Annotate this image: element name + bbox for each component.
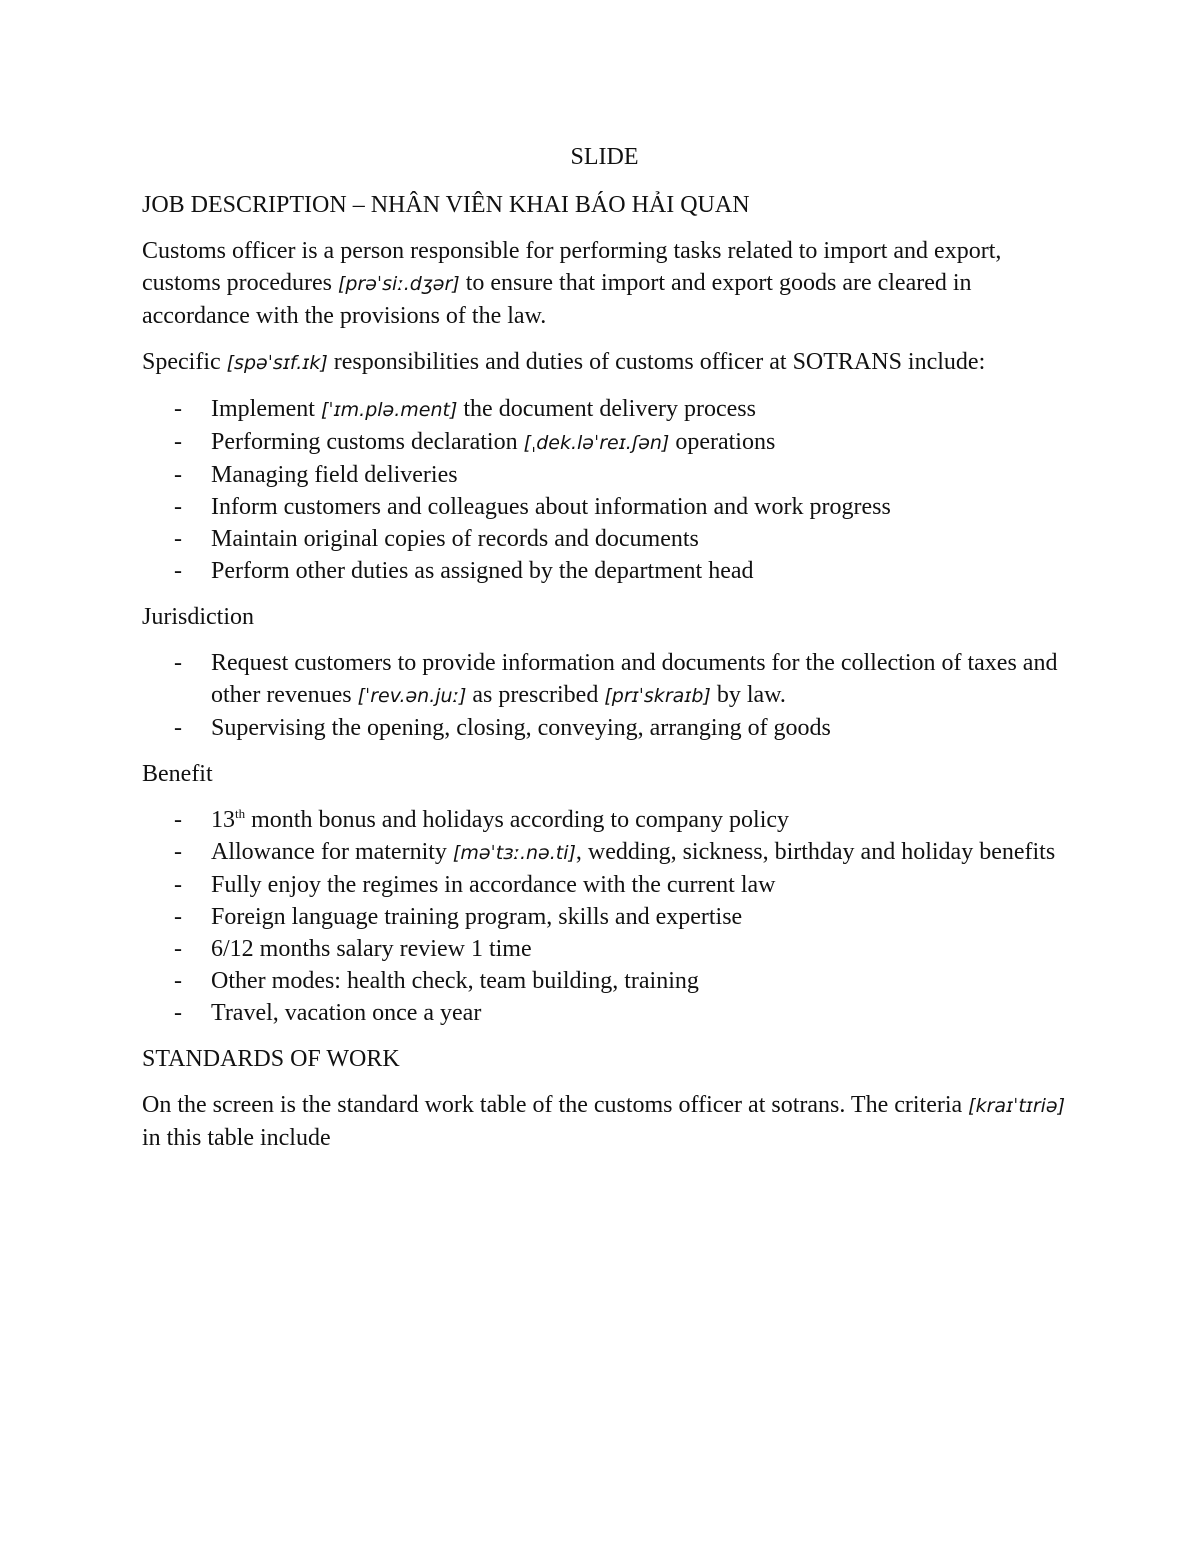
ipa-declaration: [ˌdek.ləˈreɪ.ʃən]	[523, 432, 670, 454]
list-item-text: Performing customs declaration	[211, 429, 524, 455]
list-item-text: 6/12 months salary review 1 time	[211, 936, 532, 962]
dash-bullet: -	[174, 526, 182, 552]
ipa-specific: [spəˈsɪf.ɪk]	[226, 352, 328, 374]
document-title: SLIDE	[570, 144, 639, 170]
list-item	[142, 869, 1067, 901]
list-item	[142, 712, 1067, 744]
benefit-list	[142, 804, 1067, 1029]
job-description-heading: JOB DESCRIPTION – NHÂN VIÊN KHAI BÁO HẢI QUAN	[142, 192, 750, 218]
list-item-text: Request customers to provide information and documents for the collection of taxes and other revenues	[211, 650, 1058, 708]
intro-paragraph	[142, 235, 1067, 332]
specific-text-1: Specific	[142, 349, 227, 375]
standards-text-2: in this table include	[142, 1125, 331, 1151]
duties-list	[142, 393, 1067, 587]
dash-bullet: -	[174, 936, 182, 962]
dash-bullet: -	[174, 396, 182, 422]
list-item	[142, 647, 1067, 712]
dash-bullet: -	[174, 558, 182, 584]
dash-bullet: -	[174, 429, 182, 455]
ipa-criteria: [kraɪˈtɪriə]	[968, 1095, 1066, 1117]
dash-bullet: -	[174, 715, 182, 741]
list-item-text: , wedding, sickness, birthday and holiday benefits	[575, 839, 1056, 865]
dash-bullet: -	[174, 839, 182, 865]
dash-bullet: -	[174, 904, 182, 930]
standards-text-1: On the screen is the standard work table of the customs officer at sotrans. The criteria	[142, 1092, 969, 1118]
ordinal-suffix: th	[235, 806, 246, 821]
document-content	[142, 141, 1067, 1168]
dash-bullet: -	[174, 462, 182, 488]
list-item-text: as prescribed	[466, 682, 605, 708]
list-item	[142, 836, 1067, 869]
list-item-text: operations	[669, 429, 776, 455]
list-item-text: Allowance for maternity	[211, 839, 453, 865]
specific-text-2: responsibilities and duties of customs officer at SOTRANS include:	[327, 349, 986, 375]
list-item-text: Travel, vacation once a year	[211, 1000, 482, 1026]
dash-bullet: -	[174, 807, 182, 833]
list-item-text: Implement	[211, 396, 321, 422]
list-item	[142, 555, 1067, 587]
intro-text-1: Customs officer is a person responsible for performing tasks related to import and export, customs procedures	[142, 238, 1002, 296]
standards-heading: STANDARDS OF WORK	[142, 1046, 400, 1072]
list-item-text: Fully enjoy the regimes in accordance with the current law	[211, 872, 776, 898]
dash-bullet: -	[174, 650, 182, 676]
ipa-procedure: [prəˈsiː.dʒər]	[337, 273, 460, 295]
list-item-text: Inform customers and colleagues about information and work progress	[211, 494, 891, 520]
standards-paragraph	[142, 1089, 1067, 1154]
list-item-text: by law.	[710, 682, 786, 708]
list-item-text: Perform other duties as assigned by the department head	[211, 558, 754, 584]
list-item	[142, 933, 1067, 965]
list-item	[142, 804, 1067, 836]
list-item-text: 13	[211, 807, 235, 833]
dash-bullet: -	[174, 494, 182, 520]
jurisdiction-list	[142, 647, 1067, 744]
list-item-text: month bonus and holidays according to company policy	[245, 807, 790, 833]
ipa-revenue: [ˈrev.ən.juː]	[357, 685, 467, 707]
list-item-text: Foreign language training program, skills and expertise	[211, 904, 743, 930]
list-item-text: the document delivery process	[457, 396, 756, 422]
list-item	[142, 426, 1067, 459]
dash-bullet: -	[174, 968, 182, 994]
intro-text-2: to ensure that import and export goods are cleared in accordance with the provisions of the law.	[142, 270, 972, 329]
list-item-text: Supervising the opening, closing, conveying, arranging of goods	[211, 715, 831, 741]
ipa-implement: [ˈɪm.plə.ment]	[320, 399, 458, 421]
list-item-text: Maintain original copies of records and documents	[211, 526, 699, 552]
list-item	[142, 997, 1067, 1029]
list-item	[142, 965, 1067, 997]
dash-bullet: -	[174, 1000, 182, 1026]
specific-paragraph	[142, 346, 1067, 379]
list-item	[142, 523, 1067, 555]
list-item	[142, 393, 1067, 426]
benefit-heading: Benefit	[142, 761, 213, 787]
ipa-prescribe: [prɪˈskraɪb]	[604, 685, 711, 707]
list-item	[142, 459, 1067, 491]
dash-bullet: -	[174, 872, 182, 898]
list-item	[142, 491, 1067, 523]
list-item-text: Managing field deliveries	[211, 462, 458, 488]
list-item-text: Other modes: health check, team building, training	[211, 968, 699, 994]
jurisdiction-heading: Jurisdiction	[142, 604, 254, 630]
list-item	[142, 901, 1067, 933]
ipa-maternity: [məˈtɜː.nə.ti]	[452, 842, 576, 864]
